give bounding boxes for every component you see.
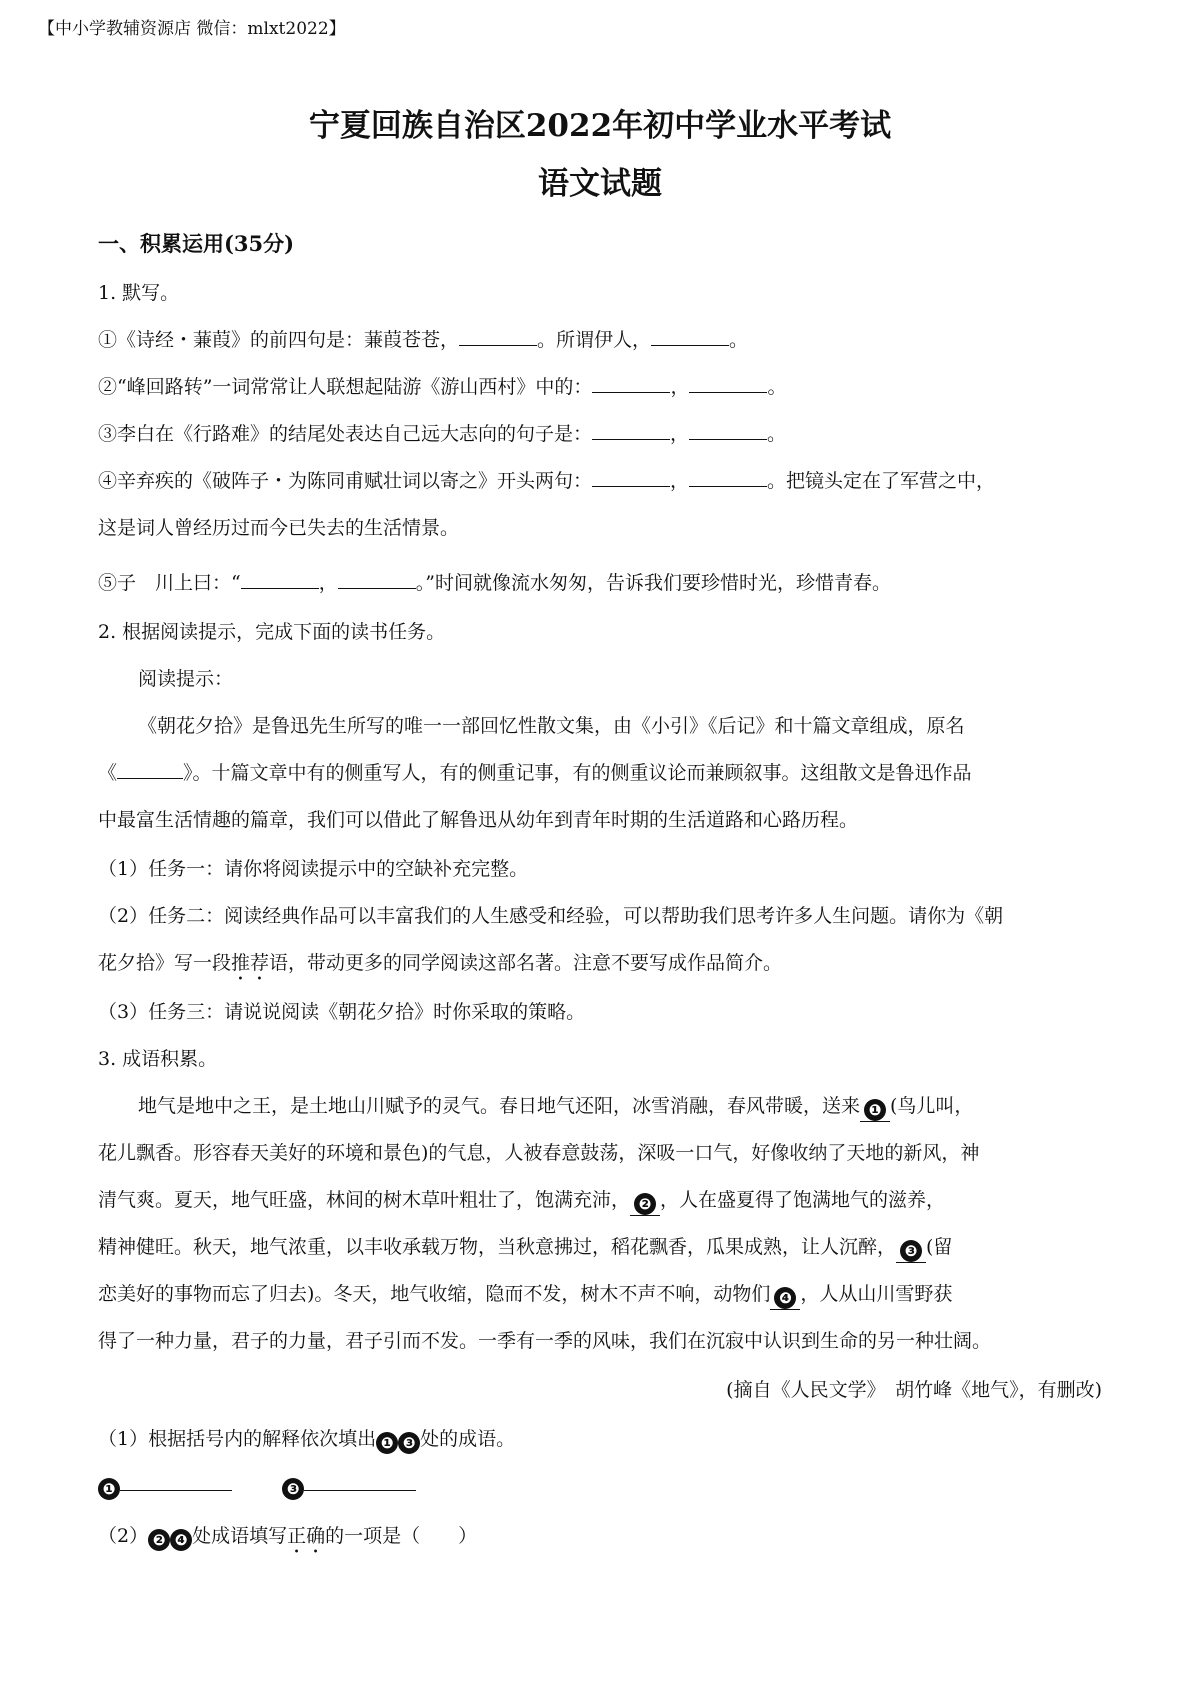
- circled-number-1-icon: ❶: [376, 1432, 398, 1454]
- circled-number-2-icon: ❷: [148, 1529, 170, 1551]
- answer-blanks: [98, 1474, 416, 1500]
- sub-question-2-a: （2）: [98, 1525, 149, 1547]
- task-2-line-1: （2）任务二：阅读经典作品可以丰富我们的人生感受和经验，可以帮助我们思考许多人生问题。请你为《朝: [98, 905, 1004, 927]
- fill-blank: [459, 345, 537, 346]
- q1-item-5-a: ⑤子 川上曰：“: [98, 572, 241, 594]
- passage-line-6: 得了一种力量，君子的力量，君子引而不发。一季有一季的风味，我们在沉寂中认识到生命的另一种壮阔。: [98, 1330, 992, 1352]
- section-heading: 一、积累运用(35分): [98, 231, 295, 256]
- q1-item-4-a: ④辛弃疾的《破阵子・为陈同甫赋壮词以寄之》开头两句：: [98, 470, 593, 492]
- circled-number-3-icon: ❸: [900, 1240, 922, 1262]
- q1-item-2-a: ②“峰回路转”一词常常让人联想起陆游《游山西村》中的：: [98, 376, 593, 398]
- reading-hint-label: 阅读提示：: [138, 668, 234, 690]
- q1-item-3: [98, 419, 786, 446]
- fill-blank: [338, 588, 416, 589]
- fill-blank: [689, 486, 767, 487]
- q1-item-3-b: ，: [670, 423, 690, 445]
- q1-item-3-a: ③李白在《行路难》的结尾处表达自己远大志向的句子是：: [98, 423, 593, 445]
- passage-line-4: [98, 1232, 952, 1263]
- q1-item-4-continued: 这是词人曾经历过而今已失去的生活情景。: [98, 517, 460, 539]
- sub-question-2: [98, 1521, 477, 1558]
- emphasis-text: 正确: [287, 1525, 326, 1547]
- fill-blank: [120, 1490, 232, 1491]
- sub-question-1: [98, 1424, 515, 1454]
- circled-number-1-icon: ❶: [98, 1478, 120, 1500]
- task-2-line-2-b: 语，带动更多的同学阅读这部名著。注意不要写成作品简介。: [269, 952, 783, 974]
- passage-line-3-a: 清气爽。夏天，地气旺盛，林间的树木草叶粗壮了，饱满充沛，: [98, 1189, 631, 1211]
- q1-item-5-b: ，: [318, 572, 338, 594]
- circled-number-4-icon: ❹: [774, 1287, 796, 1309]
- question-2-label: 2. 根据阅读提示，完成下面的读书任务。: [98, 621, 446, 643]
- q1-item-1: [98, 325, 748, 352]
- reading-hint-line-1: 《朝花夕拾》是鲁迅先生所写的唯一一部回忆性散文集，由《小引》《后记》和十篇文章组成，原名: [138, 715, 965, 737]
- passage-line-1: [138, 1091, 973, 1122]
- passage-line-3-b: ，人在盛夏得了饱满地气的滋养，: [660, 1189, 946, 1211]
- circled-number-4-icon: ❹: [170, 1529, 192, 1551]
- fill-blank: [304, 1490, 416, 1491]
- sub-question-2-c: 的一项是（ ）: [325, 1525, 478, 1547]
- reading-hint-line-2: [98, 758, 972, 785]
- passage-line-5-b: ，人从山川雪野获: [800, 1283, 953, 1305]
- q1-item-3-c: 。: [767, 423, 787, 445]
- q1-item-5-c: 。”时间就像流水匆匆，告诉我们要珍惜时光，珍惜青春。: [415, 572, 891, 594]
- idiom-blank-4: [770, 1283, 800, 1310]
- fill-blank: [689, 392, 767, 393]
- sub-question-1-b: 处的成语。: [420, 1428, 516, 1450]
- q1-item-2-c: 。: [767, 376, 787, 398]
- page-title: 宁夏回族自治区2022年初中学业水平考试: [308, 108, 892, 144]
- reading-hint-line-2-b: 》。十篇文章中有的侧重写人，有的侧重记事，有的侧重议论而兼顾叙事。这组散文是鲁迅作品: [183, 762, 972, 784]
- q1-item-1-b: 。所谓伊人，: [537, 329, 652, 351]
- sub-question-1-a: （1）根据括号内的解释依次填出: [98, 1428, 377, 1450]
- circled-number-1-icon: ❶: [864, 1099, 886, 1121]
- reading-hint-line-3: 中最富生活情趣的篇章，我们可以借此了解鲁迅从幼年到青年时期的生活道路和心路历程。: [98, 809, 859, 831]
- page-subtitle: 语文试题: [538, 166, 662, 202]
- circled-number-3-icon: ❸: [282, 1478, 304, 1500]
- task-2-line-2-a: 花夕拾》写一段: [98, 952, 232, 974]
- emphasis-text: 推荐: [231, 952, 270, 974]
- task-2-line-2: [98, 948, 782, 985]
- sub-question-2-b: 处成语填写: [192, 1525, 288, 1547]
- idiom-blank-2: [630, 1189, 660, 1216]
- passage-line-3: [98, 1185, 945, 1216]
- source-citation: (摘自《人民文学》 胡竹峰《地气》，有删改): [726, 1379, 1102, 1401]
- q1-item-5: [98, 568, 891, 595]
- reading-hint-line-2-a: 《: [98, 762, 118, 784]
- q1-item-1-a: ①《诗经・蒹葭》的前四句是：蒹葭苍苍，: [98, 329, 460, 351]
- passage-line-1-a: 地气是地中之王，是土地山川赋予的灵气。春日地气还阳，冰雪消融，春风带暖，送来: [138, 1095, 861, 1117]
- fill-blank: [689, 439, 767, 440]
- circled-number-2-icon: ❷: [634, 1193, 656, 1215]
- q1-item-2: [98, 372, 786, 399]
- fill-blank: [117, 778, 183, 779]
- passage-line-4-a: 精神健旺。秋天，地气浓重，以丰收承载万物，当秋意拂过，稻花飘香，瓜果成熟，让人沉醉，: [98, 1236, 897, 1258]
- q1-item-1-c: 。: [729, 329, 749, 351]
- fill-blank: [241, 588, 319, 589]
- question-1-label: 1. 默写。: [98, 282, 180, 304]
- q1-item-4: [98, 466, 995, 493]
- question-3-label: 3. 成语积累。: [98, 1048, 218, 1070]
- idiom-blank-1: [860, 1095, 890, 1122]
- passage-line-1-b: (鸟儿叫，: [890, 1095, 974, 1117]
- idiom-blank-3: [896, 1236, 926, 1263]
- q1-item-2-b: ，: [670, 376, 690, 398]
- q1-item-4-c: 。把镜头定在了军营之中，: [767, 470, 996, 492]
- fill-blank: [651, 345, 729, 346]
- passage-line-2: 花儿飘香。形容春天美好的环境和景色)的气息，人被春意鼓荡，深吸一口气，好像收纳了天地的新风，神: [98, 1142, 980, 1164]
- circled-number-3-icon: ❸: [398, 1432, 420, 1454]
- passage-line-5: [98, 1279, 952, 1310]
- fill-blank: [592, 439, 670, 440]
- q1-item-4-b: ，: [670, 470, 690, 492]
- header-tag: 【中小学教辅资源店 微信：mlxt2022】: [38, 19, 346, 39]
- task-1: （1）任务一：请你将阅读提示中的空缺补充完整。: [98, 858, 529, 880]
- passage-line-5-a: 恋美好的事物而忘了归去)。冬天，地气收缩，隐而不发，树木不声不响，动物们: [98, 1283, 771, 1305]
- task-3: （3）任务三：请说说阅读《朝花夕拾》时你采取的策略。: [98, 1001, 586, 1023]
- fill-blank: [592, 486, 670, 487]
- fill-blank: [592, 392, 670, 393]
- passage-line-4-b: (留: [926, 1236, 953, 1258]
